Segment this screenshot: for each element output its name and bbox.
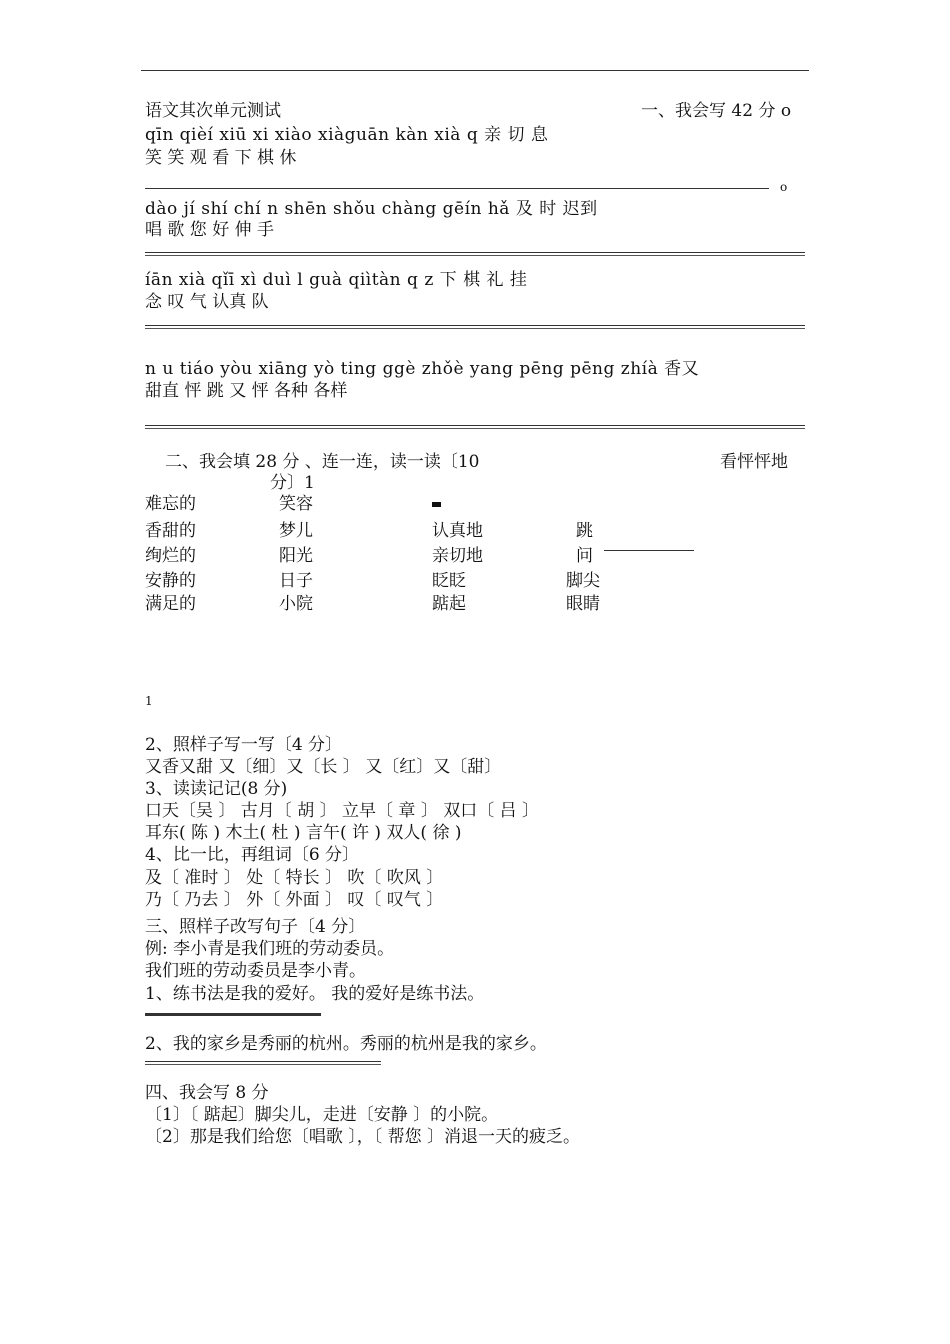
answer-line bbox=[145, 252, 805, 256]
part1-row1-mark: o bbox=[780, 180, 788, 194]
document-title: 语文其次单元测试 bbox=[145, 101, 281, 121]
answer-line bbox=[145, 425, 805, 429]
part1-row3-pinyin: íān xià qǐī xì duì l guà qiìtàn q z 下 棋 礼 挂 bbox=[145, 270, 528, 290]
section-2-title: 二、我会填 28 分 、连一连，读一读〔10 bbox=[165, 452, 480, 472]
match-col4-item: 跳 bbox=[576, 521, 593, 541]
match-col3-item: 眨眨 bbox=[432, 571, 466, 591]
section-4-sentence2: 〔2〕那是我们给您〔唱歌 〕，〔 帮您 〕消退一天的疲乏。 bbox=[145, 1127, 581, 1147]
section-3-title: 三、照样子改写句子〔4 分〕 bbox=[145, 917, 366, 937]
q2-title: 2、照样子写一写〔4 分〕 bbox=[145, 735, 343, 755]
section-3-sentence2: 2、我的家乡是秀丽的杭州。秀丽的杭州是我的家乡。 bbox=[145, 1034, 547, 1054]
section-4-title: 四、我会写 8 分 bbox=[145, 1083, 269, 1103]
answer-line bbox=[145, 325, 805, 329]
section-1-title: 一、我会写 42 分 o bbox=[641, 101, 792, 121]
match-col4-item: 脚尖 bbox=[566, 571, 600, 591]
q3-line2: 耳东( 陈 ) 木土( 杜 ) 言午( 许 ) 双人( 徐 ) bbox=[145, 823, 462, 843]
q4-title: 4、比一比，再组词〔6 分〕 bbox=[145, 845, 360, 865]
section-3-example2: 我们班的劳动委员是李小青。 bbox=[145, 961, 366, 981]
section-3-example1: 例: 李小青是我们班的劳动委员。 bbox=[145, 939, 395, 959]
part1-row2-chars: 唱 歌 您 好 伸 手 bbox=[145, 220, 275, 240]
answer-line bbox=[145, 1061, 381, 1065]
match-col4-item: 问 bbox=[576, 546, 593, 566]
match-col1-item: 香甜的 bbox=[145, 521, 196, 541]
match-col1-item: 安静的 bbox=[145, 571, 196, 591]
q3-title: 3、读读记记(8 分) bbox=[145, 779, 288, 799]
section-3-sentence1: 1、练书法是我的爱好。 我的爱好是练书法。 bbox=[145, 984, 485, 1004]
part1-row4-pinyin: n u tiáo yòu xiāng yò ting ggè zhǒè yang pēng pēng zhíà 香又 bbox=[145, 359, 700, 379]
page-number: 1 bbox=[145, 694, 153, 708]
match-col2-item: 日子 bbox=[279, 571, 313, 591]
q4-line2: 乃〔 乃去 〕 外〔 外面 〕 叹〔 叹气 〕 bbox=[145, 890, 444, 910]
match-col1-item: 绚烂的 bbox=[145, 546, 196, 566]
header-rule bbox=[141, 70, 809, 71]
part1-row1-chars: 笑 笑 观 看 下 棋 休 bbox=[145, 148, 297, 168]
section-2-right-text: 看怦怦地 bbox=[720, 452, 788, 472]
match-col1-item: 满足的 bbox=[145, 594, 196, 614]
match-col3-item: 亲切地 bbox=[432, 546, 483, 566]
q3-line1: 口天〔吴 〕 古月〔 胡 〕 立早〔 章 〕 双口〔 吕 〕 bbox=[145, 801, 540, 821]
answer-line bbox=[145, 188, 769, 189]
part1-row3-chars: 念 叹 气 认真 队 bbox=[145, 292, 269, 312]
match-col1-item: 难忘的 bbox=[145, 494, 196, 514]
match-col2-item: 小院 bbox=[279, 594, 313, 614]
match-col4-item: 眼睛 bbox=[566, 594, 600, 614]
match-col2-item: 笑容 bbox=[279, 494, 313, 514]
connector-line bbox=[604, 550, 694, 551]
match-col2-item: 阳光 bbox=[279, 546, 313, 566]
section-2-title-cont: 分〕1 bbox=[270, 473, 315, 493]
part1-row2-pinyin: dào jí shí chí n shēn shǒu chàng gēín hǎ 及 时 迟到 bbox=[145, 199, 598, 219]
match-col3-item: 踮起 bbox=[432, 594, 466, 614]
answer-line bbox=[145, 1013, 321, 1016]
part1-row1-pinyin: qīn qièí xiū xi xiào xiàguān kàn xià q 亲 切 息 bbox=[145, 125, 549, 145]
q4-line1: 及〔 准时 〕 处〔 特长 〕 吹〔 吹风 〕 bbox=[145, 868, 444, 888]
part1-row4-chars: 甜直 怦 跳 又 怦 各种 各样 bbox=[145, 381, 348, 401]
section-4-sentence1: 〔1〕〔 踮起〕脚尖儿，走进〔安静 〕的小院。 bbox=[145, 1105, 499, 1125]
q2-line: 又香又甜 又〔细〕又〔长 〕 又〔红〕又〔甜〕 bbox=[145, 757, 502, 777]
match-col3-item: 认真地 bbox=[432, 521, 483, 541]
small-black-mark bbox=[432, 502, 441, 507]
match-col2-item: 梦儿 bbox=[279, 521, 313, 541]
